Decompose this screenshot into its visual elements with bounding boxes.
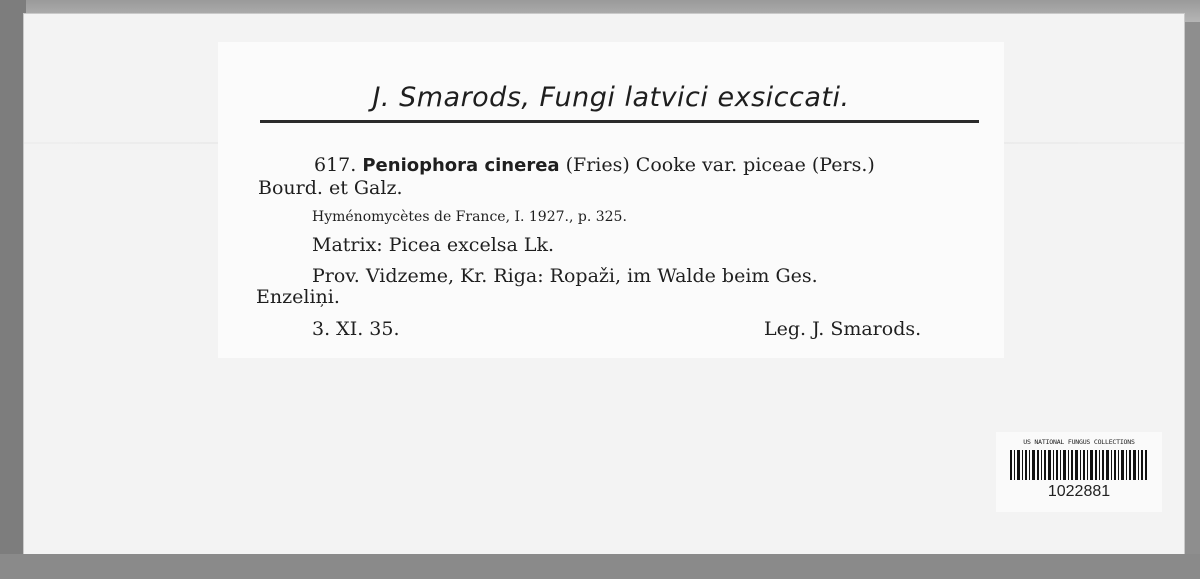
barcode-number: 1022881 [1047,483,1111,500]
taxon-line [314,154,875,176]
barcode-header: US NATIONAL FUNGUS COLLECTIONS [1023,438,1135,446]
taxon-name: Peniophora cinerea [362,155,560,176]
barcode-label [996,432,1162,512]
taxon-authority-cont: Bourd. et Galz. [258,177,403,199]
collector: Leg. J. Smarods. [764,318,922,340]
locality-line: Prov. Vidzeme, Kr. Riga: Ropaži, im Walde beim Ges. [312,265,818,287]
literature-reference: Hyménomycètes de France, I. 1927., p. 325. [312,209,627,225]
locality-line-cont: Enzeliņi. [256,286,340,308]
collection-date: 3. XI. 35. [312,318,400,340]
taxon-authority: (Fries) Cooke var. piceae (Pers.) [565,154,875,176]
barcode-icon [1010,450,1148,480]
matrix-line: Matrix: Picea excelsa Lk. [312,234,555,256]
specimen-number: 617. [314,154,357,176]
label-title: J. Smarods, Fungi latvici exsiccati. [372,82,850,113]
background-left-edge [0,0,26,579]
background-bottom [0,554,1200,579]
title-rule [260,120,979,123]
specimen-label [218,42,1004,358]
